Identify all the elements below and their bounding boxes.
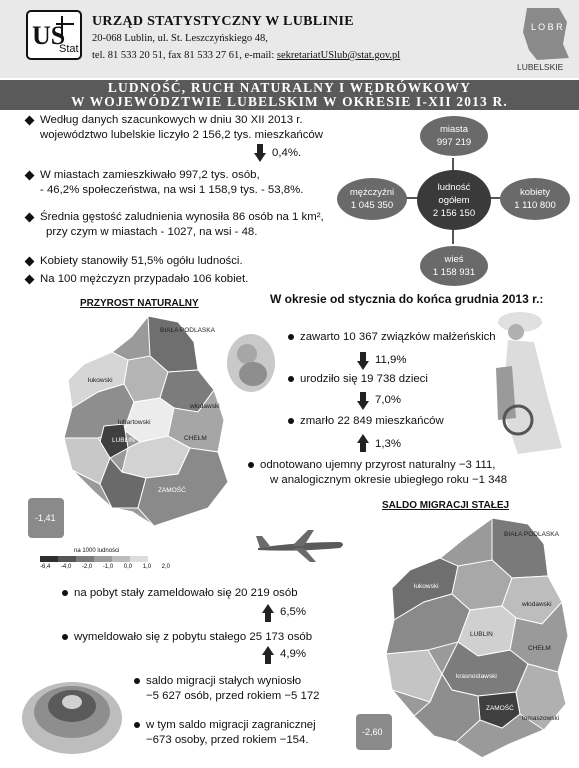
men-label: mężczyźni [349, 187, 395, 198]
legend-ticks [40, 564, 170, 570]
map2-label-lukowski: łukowski [414, 583, 439, 590]
legend-title: na 1000 ludności [74, 548, 120, 554]
total-bubble [417, 170, 491, 230]
contact-text: tel. 81 533 20 51, fax 81 533 27 61, e-mail: [92, 50, 277, 61]
arrow-down-icon [254, 144, 266, 167]
map-badge-value: -1,41 [35, 513, 56, 523]
cities-value: 997 219 [436, 137, 472, 148]
page-title [0, 81, 579, 109]
intro-pct: 0,4%. [272, 147, 302, 159]
map2-label-wlodawski: włodawski [522, 601, 552, 608]
map2-label-tomaszowski: tomaszowski [522, 715, 560, 722]
abstract-rings-illustration [18, 660, 128, 765]
intro-bullet-1 [40, 113, 323, 143]
migration-item-2: wymeldowało się z pobytu stałego 25 173 osób [74, 631, 313, 643]
migration-item-1: na pobyt stały zameldowało się 20 219 osób [74, 587, 298, 599]
women-bubble [500, 178, 570, 220]
natural-section-title: PRZYROST NATURALNY [80, 298, 199, 309]
logo-stat-text: Stat [59, 43, 79, 55]
men-bubble [337, 178, 407, 220]
airplane-illustration [256, 528, 346, 569]
natural-pct-2: 7,0% [375, 394, 401, 406]
legend-tick: 1,0 [142, 564, 152, 570]
arrow-down-icon [357, 392, 369, 415]
natural-item-2: urodziło się 19 738 dzieci [300, 373, 428, 385]
rural-bubble [420, 246, 488, 286]
migration-item-3-line-1: saldo migracji stałych wyniosło [146, 675, 302, 687]
intro-2-line-1: W miastach zamieszkiwało 997,2 tys. osób, [40, 169, 260, 181]
natural-item-1: zawarto 10 367 związków małżeńskich [300, 331, 496, 343]
intro-2-line-2: - 46,2% społeczeństwa, na wsi 1 158,9 tys. - 53,8%. [40, 184, 304, 196]
legend-tick: -2,0 [81, 564, 93, 570]
header-band [0, 0, 579, 78]
rural-value: 1 158 931 [432, 267, 476, 278]
natural-item-4-line-1: odnotowano ujemny przyrost naturalny −3 111, [260, 459, 496, 471]
migration-item-3-line-2: −5 627 osób, przed rokiem −5 172 [146, 690, 320, 702]
map1-label-lubartowski: lubartowski [118, 419, 151, 426]
title-line-1: LUDNOŚĆ, RUCH NATURALNY I WĘDRÓWKOWY [107, 80, 472, 95]
map2-label-lublin: LUBLIN [470, 631, 493, 638]
migration-item-4-line-1: w tym saldo migracji zagranicznej [146, 719, 316, 731]
intro-bullet-4: Kobiety stanowiły 51,5% ogółu ludności. [40, 255, 243, 267]
intro-bullet-5: Na 100 mężczyzn przypadało 106 kobiet. [40, 273, 249, 285]
region-logo-text: LUBELSKIE [517, 62, 564, 72]
map2-label-zamosc: ZAMOŚĆ [486, 705, 514, 712]
logo-us-text: US [32, 21, 66, 50]
natural-increase-map [28, 312, 250, 542]
migration-badge-value: -2,60 [362, 727, 383, 737]
map1-label-biala: BIAŁA PODLASKA [160, 327, 215, 334]
intro-1-line-2: województwo lubelskie liczyło 2 156,2 tys. mieszkańców [40, 129, 323, 141]
intro-1-line-1: Według danych szacunkowych w dniu 30 XII 2013 r. [40, 114, 303, 126]
arrow-up-icon [357, 434, 369, 457]
intro-bullet-2 [40, 168, 303, 198]
legend-tick: -6,4 [40, 564, 51, 570]
map2-label-chelm: CHEŁM [528, 645, 551, 652]
intro-bullet-3 [40, 210, 324, 240]
arrow-up-icon [262, 646, 274, 669]
women-value: 1 110 800 [514, 200, 556, 211]
map2-label-biala: BIAŁA PODLASKA [504, 531, 559, 538]
intro-3-line-2: przy czym w miastach - 1027, na wsi - 48. [46, 226, 258, 238]
email-link[interactable]: sekretariatUSlub@stat.gov.pl [276, 50, 401, 61]
intro-3-line-1: Średnia gęstość zaludnienia wynosiła 86 osób na 1 km², [40, 211, 324, 223]
legend-tick: 0,0 [123, 564, 133, 570]
men-value: 1 045 350 [350, 200, 394, 211]
arrow-up-icon [262, 604, 274, 627]
women-label: kobiety [519, 187, 551, 198]
map1-label-lublin: LUBLIN [112, 437, 135, 444]
cities-label: miasta [440, 124, 468, 135]
title-line-2: W WOJEWÓDZTWIE LUBELSKIM W OKRESIE I-XII 2013 R. [71, 94, 508, 109]
map1-label-wlodawski: włodawski [190, 403, 220, 410]
org-address: 20-068 Lublin, ul. St. Leszczyńskiego 48, [92, 33, 268, 44]
legend-tick: -1,0 [102, 564, 114, 570]
lubelskie-logo [515, 4, 575, 74]
baby-illustration [225, 332, 277, 399]
migration-item-4-line-2: −673 osoby, przed rokiem −154. [146, 734, 309, 746]
migration-pct-1: 6,5% [280, 606, 306, 618]
map1-label-chelm: CHEŁM [184, 435, 207, 442]
migration-item-3 [146, 674, 320, 704]
region-logo-letters: L O B R [531, 22, 563, 32]
migration-section-title: SALDO MIGRACJI STAŁEJ [382, 500, 510, 511]
map1-label-lukowski: łukowski [88, 377, 113, 384]
legend-tick: 2,0 [161, 564, 170, 570]
total-label: ludność ogółem [437, 181, 471, 206]
migration-map [352, 514, 574, 764]
period-heading: W okresie od stycznia do końca grudnia 2013 r.: [270, 292, 544, 306]
natural-item-4-line-2: w analogicznym okresie ubiegłego roku −1 348 [270, 474, 508, 486]
natural-item-3: zmarło 22 849 mieszkańców [300, 415, 444, 427]
us-logo [26, 10, 82, 60]
natural-item-4 [260, 458, 507, 488]
migration-pct-2: 4,9% [280, 648, 306, 660]
legend-tick: -4,0 [60, 564, 72, 570]
rural-label: wieś [444, 254, 464, 265]
map2-label-krasnostawski: krasnostawski [456, 673, 497, 680]
natural-pct-3: 1,3% [375, 438, 401, 450]
org-contact [92, 50, 400, 61]
migration-item-4 [146, 718, 316, 748]
cities-bubble [420, 116, 488, 156]
org-name: URZĄD STATYSTYCZNY W LUBLINIE [92, 14, 354, 29]
total-value: 2 156 150 [432, 207, 476, 219]
map1-label-zamosc: ZAMOŚĆ [158, 487, 186, 494]
natural-pct-1: 11,9% [375, 354, 407, 366]
